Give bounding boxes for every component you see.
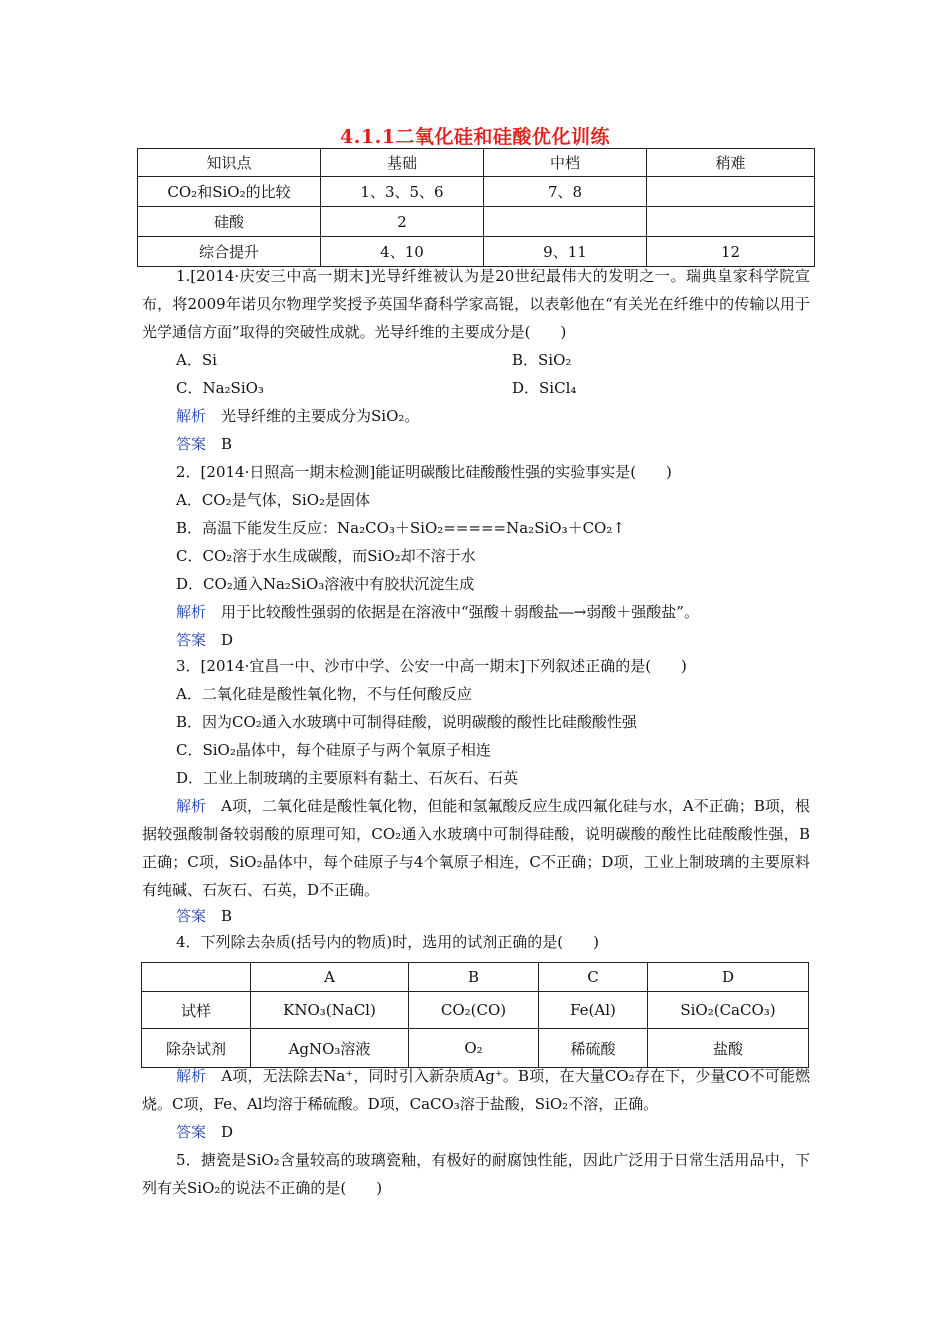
table-cell: CO₂和SiO₂的比较	[138, 177, 321, 207]
table-cell: Fe(Al)	[539, 992, 648, 1029]
question-1-text: 1.[2014·庆安三中高一期末]光导纤维被认为是20世纪最伟大的发明之一。瑞典皇家科学院宣布，将2009年诺贝尔物理学奖授予英国华裔科学家高锟，以表彰他在“有关光在纤维中的传输以用于光学通信方面”取得的突破性成就。光导纤维的主要成分是( )	[142, 267, 810, 341]
q3-answer	[176, 902, 232, 930]
analysis-label: 解析	[176, 407, 207, 425]
analysis-text: A项，二氧化硅是酸性氧化物，但能和氢氟酸反应生成四氟化硅与水，A不正确；B项，根据较强酸制备较弱酸的原理可知，CO₂通入水玻璃中可制得硅酸，说明碳酸的酸性比硅酸酸性强，B正确；C项，SiO₂晶体中，每个硅原子与4个氧原子相连，C不正确；D项，工业上制玻璃的主要原料有纯碱、石灰石、石英，D不正确。	[142, 797, 810, 899]
answer-value: B	[221, 435, 233, 453]
table-header-cell	[142, 963, 251, 992]
knowledge-point-table	[137, 148, 815, 267]
q1-option-c: C．Na₂SiO₃	[176, 379, 264, 397]
question-3-text: 3．[2014·宜昌一中、沙市中学、公安一中高一期末]下列叙述正确的是( )	[176, 657, 687, 675]
table-cell: 除杂试剂	[142, 1029, 251, 1068]
table-header-row	[142, 963, 809, 992]
table-cell: CO₂(CO)	[409, 992, 539, 1029]
q1-option-b: B．SiO₂	[512, 351, 572, 369]
q1-answer	[176, 430, 232, 458]
q1-option-a: A．Si	[176, 351, 217, 369]
question-5-text: 5．搪瓷是SiO₂含量较高的玻璃瓷釉，有极好的耐腐蚀性能，因此广泛用于日常生活用品中，下列有关SiO₂的说法不正确的是( )	[142, 1151, 810, 1197]
q2-analysis	[176, 598, 699, 626]
table-cell	[647, 207, 815, 237]
q3-option-b: B．因为CO₂通入水玻璃中可制得硅酸，说明碳酸的酸性比硅酸酸性强	[176, 713, 637, 731]
table-cell: 综合提升	[138, 237, 321, 267]
table-header-cell: 稍难	[647, 149, 815, 177]
table-cell	[647, 177, 815, 207]
analysis-label: 解析	[176, 1067, 207, 1085]
answer-label: 答案	[176, 435, 207, 453]
table-cell: 试样	[142, 992, 251, 1029]
q2-option-d: D．CO₂通入Na₂SiO₃溶液中有胶状沉淀生成	[176, 575, 475, 593]
analysis-label: 解析	[176, 797, 207, 815]
answer-value: D	[221, 631, 234, 649]
table-cell: 盐酸	[648, 1029, 809, 1068]
table-header-cell: D	[648, 963, 809, 992]
table-header-row	[138, 149, 815, 177]
q2-option-b: B．高温下能发生反应：Na₂CO₃＋SiO₂=====Na₂SiO₃＋CO₂↑	[176, 519, 625, 537]
analysis-text: A项，无法除去Na⁺，同时引入新杂质Ag⁺。B项，在大量CO₂存在下，少量CO不可能燃烧。C项，Fe、Al均溶于稀硫酸。D项，CaCO₃溶于盐酸，SiO₂不溶，正确。	[142, 1067, 810, 1113]
q2-option-c: C．CO₂溶于水生成碳酸，而SiO₂却不溶于水	[176, 547, 476, 565]
q2-option-a: A．CO₂是气体，SiO₂是固体	[176, 491, 371, 509]
table-header-cell: C	[539, 963, 648, 992]
table-cell: 12	[647, 237, 815, 267]
analysis-text: 光导纤维的主要成分为SiO₂。	[221, 407, 420, 425]
q2-answer	[176, 626, 233, 654]
table-cell: O₂	[409, 1029, 539, 1068]
q1-analysis	[176, 402, 419, 430]
table-cell: 硅酸	[138, 207, 321, 237]
table-row	[138, 177, 815, 207]
question-4-text: 4．下列除去杂质(括号内的物质)时，选用的试剂正确的是( )	[176, 933, 599, 951]
page-title: 4.1.1二氧化硅和硅酸优化训练	[340, 126, 610, 148]
table-header-cell: 基础	[321, 149, 484, 177]
table-cell: 稀硫酸	[539, 1029, 648, 1068]
table-cell: KNO₃(NaCl)	[251, 992, 409, 1029]
table-cell: SiO₂(CaCO₃)	[648, 992, 809, 1029]
answer-label: 答案	[176, 907, 207, 925]
answer-label: 答案	[176, 631, 207, 649]
table-header-cell: B	[409, 963, 539, 992]
q3-option-c: C．SiO₂晶体中，每个硅原子与两个氧原子相连	[176, 741, 491, 759]
q4-table	[141, 962, 809, 1068]
q3-analysis	[142, 792, 810, 904]
answer-label: 答案	[176, 1123, 207, 1141]
table-cell: 4、10	[321, 237, 484, 267]
table-row	[142, 992, 809, 1029]
table-cell: 2	[321, 207, 484, 237]
answer-value: B	[221, 907, 233, 925]
table-cell: 1、3、5、6	[321, 177, 484, 207]
q1-option-d: D．SiCl₄	[512, 379, 577, 397]
analysis-label: 解析	[176, 603, 207, 621]
table-cell: 9、11	[484, 237, 647, 267]
q3-option-d: D．工业上制玻璃的主要原料有黏土、石灰石、石英	[176, 769, 519, 787]
table-cell: AgNO₃溶液	[251, 1029, 409, 1068]
question-2-text: 2．[2014·日照高一期末检测]能证明碳酸比硅酸酸性强的实验事实是( )	[176, 463, 672, 481]
table-header-cell: 知识点	[138, 149, 321, 177]
table-cell	[484, 207, 647, 237]
table-row	[138, 207, 815, 237]
q3-option-a: A．二氧化硅是酸性氧化物，不与任何酸反应	[176, 685, 472, 703]
table-header-cell: A	[251, 963, 409, 992]
answer-value: D	[221, 1123, 234, 1141]
table-header-cell: 中档	[484, 149, 647, 177]
table-cell: 7、8	[484, 177, 647, 207]
q4-answer	[176, 1118, 233, 1146]
q4-analysis	[142, 1062, 810, 1118]
analysis-text: 用于比较酸性强弱的依据是在溶液中“强酸＋弱酸盐―→弱酸＋强酸盐”。	[221, 603, 699, 621]
